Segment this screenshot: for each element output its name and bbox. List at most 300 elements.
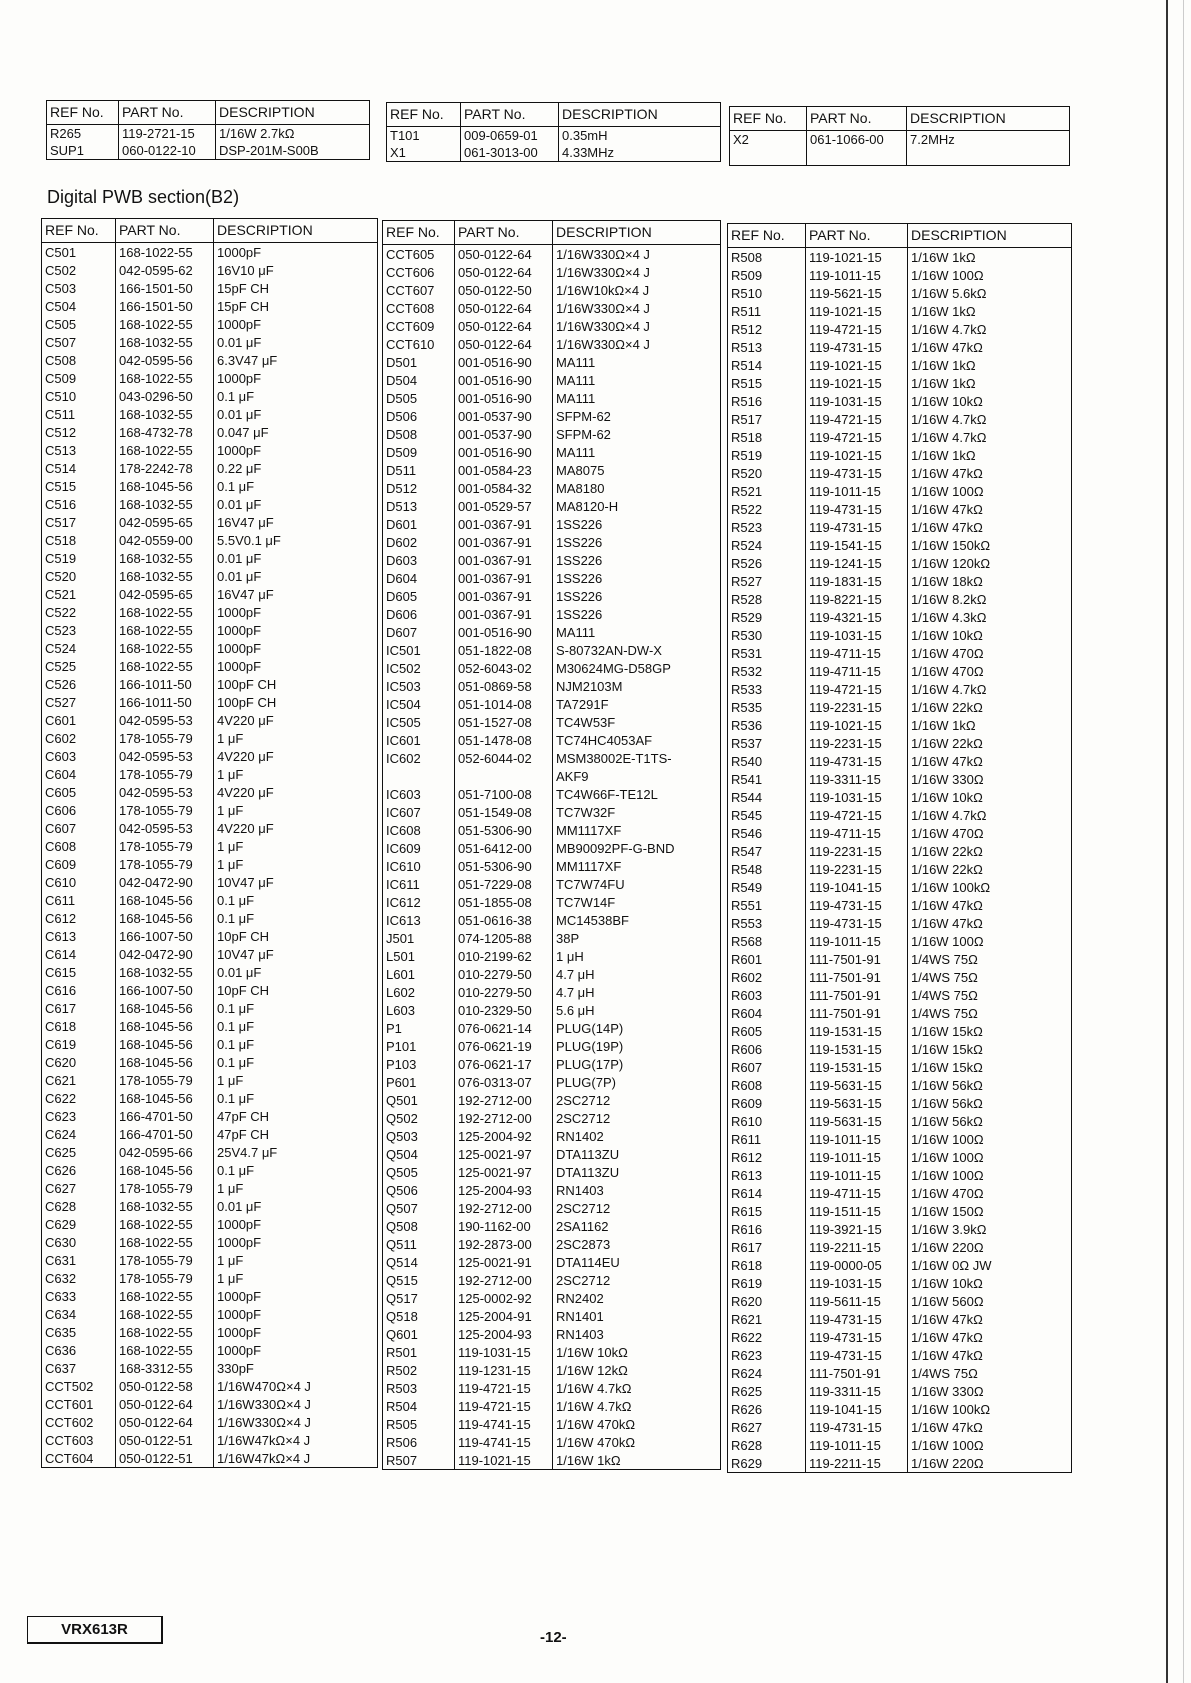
- part-number-cell: 168-1045-56: [116, 909, 214, 927]
- description-cell: 1/16W 220Ω: [911, 1455, 984, 1471]
- table-row: [728, 1130, 1072, 1148]
- description-cell: 1000pF: [217, 1234, 262, 1250]
- part-number-cell: 166-1007-50: [116, 981, 214, 999]
- part-number-cell: 119-2231-15: [806, 698, 908, 716]
- ref-cell: R618: [728, 1256, 806, 1274]
- description-cell: [907, 148, 1070, 166]
- ref-cell: R512: [728, 320, 806, 338]
- ref-cell: R625: [728, 1382, 806, 1400]
- table-row: [728, 644, 1072, 662]
- description-cell: MA111: [556, 444, 596, 460]
- part-number-cell: 051-7229-08: [455, 875, 553, 893]
- description-cell: 1/16W 470Ω: [911, 645, 984, 661]
- description-cell: 1/16W 47kΩ: [911, 339, 983, 355]
- part-number-cell: 119-1531-15: [806, 1022, 908, 1040]
- main-parts-table-1: [41, 218, 378, 1468]
- table-row: [728, 1436, 1072, 1454]
- ref-cell: R620: [728, 1292, 806, 1310]
- table-row: [42, 1395, 378, 1413]
- ref-cell: R529: [728, 608, 806, 626]
- description-cell: 1SS226: [556, 516, 603, 532]
- table-row: [42, 585, 378, 603]
- desc-header: DESCRIPTION: [553, 221, 721, 245]
- table-row: [728, 1310, 1072, 1328]
- description-cell: 0.1 μF: [217, 1090, 255, 1106]
- description-cell: 4.33MHz: [562, 145, 615, 160]
- ref-cell: R508: [728, 248, 806, 267]
- part-number-cell: 119-1011-15: [806, 932, 908, 950]
- table-row: [42, 747, 378, 765]
- description-cell: 2SC2712: [556, 1272, 611, 1288]
- ref-cell: R510: [728, 284, 806, 302]
- description-cell: 1/16W330Ω×4 J: [217, 1414, 311, 1430]
- description-cell: MA111: [556, 354, 596, 370]
- ref-cell: IC504: [383, 695, 455, 713]
- part-number-cell: 125-0021-91: [455, 1253, 553, 1271]
- table-row: [42, 1377, 378, 1395]
- part-number-cell: 119-1031-15: [806, 392, 908, 410]
- ref-cell: C607: [42, 819, 116, 837]
- ref-cell: R549: [728, 878, 806, 896]
- part-number-cell: 119-8221-15: [806, 590, 908, 608]
- ref-cell: D513: [383, 497, 455, 515]
- part-number-cell: 001-0516-90: [455, 353, 553, 371]
- description-cell: 1/16W 100Ω: [911, 1131, 984, 1147]
- description-cell: 1/16W330Ω×4 J: [556, 300, 650, 316]
- ref-cell: C511: [42, 405, 116, 423]
- description-cell: PLUG(14P): [556, 1020, 624, 1036]
- description-cell: 0.1 μF: [217, 892, 255, 908]
- table-row: [383, 911, 721, 929]
- part-number-cell: 119-1011-15: [806, 266, 908, 284]
- description-cell: 1/16W 56kΩ: [911, 1077, 983, 1093]
- ref-cell: IC613: [383, 911, 455, 929]
- table-row: [383, 641, 721, 659]
- table-row: [728, 842, 1072, 860]
- description-cell: 2SC2873: [556, 1236, 611, 1252]
- ref-cell: D601: [383, 515, 455, 533]
- main-table-body: [383, 245, 721, 1470]
- part-number-cell: 119-3311-15: [806, 770, 908, 788]
- description-cell: MA8120-H: [556, 498, 619, 514]
- description-cell: 1/16W 8.2kΩ: [911, 591, 987, 607]
- table-row: [728, 1454, 1072, 1473]
- part-number-cell: 119-1021-15: [806, 248, 908, 267]
- description-cell: 1/16W 150kΩ: [911, 537, 991, 553]
- ref-cell: D508: [383, 425, 455, 443]
- table-row: [728, 770, 1072, 788]
- part-number-cell: 168-1045-56: [116, 1161, 214, 1179]
- table-row: [383, 767, 721, 785]
- part-number-cell: 192-2712-00: [455, 1091, 553, 1109]
- description-cell: RN1403: [556, 1182, 604, 1198]
- part-number-cell: 050-0122-64: [116, 1395, 214, 1413]
- ref-cell: IC501: [383, 641, 455, 659]
- description-cell: 1/4WS 75Ω: [911, 987, 978, 1003]
- part-number-cell: 119-4731-15: [806, 338, 908, 356]
- description-cell: 1/16W 4.7kΩ: [911, 429, 987, 445]
- table-row: [383, 623, 721, 641]
- part-number-cell: 119-4721-15: [806, 428, 908, 446]
- ref-cell: C501: [42, 243, 116, 262]
- part-number-cell: 060-0122-10: [119, 142, 216, 160]
- part-number-cell: 168-1022-55: [116, 1323, 214, 1341]
- description-cell: 1 μF: [217, 856, 244, 872]
- part-number-cell: 010-2329-50: [455, 1001, 553, 1019]
- description-cell: PLUG(7P): [556, 1074, 616, 1090]
- table-row: [728, 248, 1072, 267]
- description-cell: 4V220 μF: [217, 748, 274, 764]
- ref-cell: R502: [383, 1361, 455, 1379]
- table-row: [42, 1161, 378, 1179]
- part-number-cell: 178-1055-79: [116, 765, 214, 783]
- table-row: [42, 1107, 378, 1125]
- desc-header: DESCRIPTION: [216, 101, 370, 125]
- description-cell: 1 μF: [217, 766, 244, 782]
- part-number-cell: 111-7501-91: [806, 1004, 908, 1022]
- table-row: [42, 765, 378, 783]
- description-cell: 0.01 μF: [217, 334, 262, 350]
- description-cell: TC4W53F: [556, 714, 616, 730]
- part-number-cell: 168-1032-55: [116, 405, 214, 423]
- part-number-cell: 119-4711-15: [806, 662, 908, 680]
- part-number-cell: 051-6412-00: [455, 839, 553, 857]
- table-row: [383, 299, 721, 317]
- table-row: [728, 806, 1072, 824]
- part-number-cell: 119-2721-15: [119, 125, 216, 143]
- part-number-cell: 050-0122-64: [116, 1413, 214, 1431]
- table-row: [383, 605, 721, 623]
- ref-cell: R544: [728, 788, 806, 806]
- ref-cell: Q514: [383, 1253, 455, 1271]
- description-cell: MA111: [556, 372, 596, 388]
- ref-cell: L501: [383, 947, 455, 965]
- part-number-cell: 119-5631-15: [806, 1076, 908, 1094]
- part-number-cell: 125-2004-93: [455, 1325, 553, 1343]
- description-cell: 0.35mH: [562, 128, 608, 143]
- ref-cell: R265: [47, 125, 119, 143]
- ref-cell: R547: [728, 842, 806, 860]
- description-cell: 1/16W 1kΩ: [911, 249, 976, 265]
- ref-cell: Q508: [383, 1217, 455, 1235]
- table-row: [728, 698, 1072, 716]
- table-row: [383, 551, 721, 569]
- table-row: [42, 1143, 378, 1161]
- ref-cell: R553: [728, 914, 806, 932]
- description-cell: 1SS226: [556, 588, 603, 604]
- ref-cell: R521: [728, 482, 806, 500]
- description-cell: TC4W66F-TE12L: [556, 786, 658, 802]
- description-cell: DTA113ZU: [556, 1164, 620, 1180]
- table-row: [42, 567, 378, 585]
- part-number-cell: 119-1041-15: [806, 878, 908, 896]
- desc-header: DESCRIPTION: [559, 103, 721, 127]
- ref-cell: R621: [728, 1310, 806, 1328]
- part-number-cell: 050-0122-64: [455, 299, 553, 317]
- ref-cell: R609: [728, 1094, 806, 1112]
- ref-cell: R513: [728, 338, 806, 356]
- ref-cell: C619: [42, 1035, 116, 1053]
- part-number-cell: 192-2873-00: [455, 1235, 553, 1253]
- part-number-cell: 119-4721-15: [806, 320, 908, 338]
- description-cell: 1/16W 1kΩ: [556, 1452, 621, 1468]
- table-row: [42, 1089, 378, 1107]
- ref-cell: IC502: [383, 659, 455, 677]
- table-row: [42, 1359, 378, 1377]
- part-number-cell: 119-1831-15: [806, 572, 908, 590]
- ref-cell: C629: [42, 1215, 116, 1233]
- ref-cell: R610: [728, 1112, 806, 1130]
- description-cell: M30624MG-D58GP: [556, 660, 671, 676]
- table-row: [383, 497, 721, 515]
- ref-cell: C508: [42, 351, 116, 369]
- table-row: [383, 1271, 721, 1289]
- description-cell: 10pF CH: [217, 928, 270, 944]
- ref-cell: R628: [728, 1436, 806, 1454]
- part-number-cell: 119-1511-15: [806, 1202, 908, 1220]
- ref-cell: R511: [728, 302, 806, 320]
- table-row: [728, 1202, 1072, 1220]
- description-cell: 1/16W 4.7kΩ: [556, 1380, 632, 1396]
- description-cell: 1/16W 100kΩ: [911, 1401, 991, 1417]
- ref-cell: R532: [728, 662, 806, 680]
- part-number-cell: 001-0367-91: [455, 569, 553, 587]
- part-number-cell: 125-2004-93: [455, 1181, 553, 1199]
- ref-cell: R526: [728, 554, 806, 572]
- ref-cell: X1: [387, 144, 461, 162]
- table-row: [42, 855, 378, 873]
- binding-edge-line: [1183, 0, 1184, 1683]
- table-row: [42, 801, 378, 819]
- description-cell: 16V47 μF: [217, 586, 274, 602]
- description-cell: 1/16W 1kΩ: [911, 717, 976, 733]
- part-number-cell: 111-7501-91: [806, 1364, 908, 1382]
- ref-cell: CCT605: [383, 245, 455, 264]
- ref-cell: R537: [728, 734, 806, 752]
- table-row: [383, 443, 721, 461]
- page-number: -12-: [540, 1629, 567, 1646]
- table-row: [383, 1307, 721, 1325]
- ref-cell: D604: [383, 569, 455, 587]
- part-number-cell: 119-5621-15: [806, 284, 908, 302]
- description-cell: 0.1 μF: [217, 910, 255, 926]
- part-number-cell: 168-1045-56: [116, 1017, 214, 1035]
- part-number-cell: 010-2279-50: [455, 965, 553, 983]
- description-cell: 2SC2712: [556, 1200, 611, 1216]
- table-row: [728, 1094, 1072, 1112]
- table-row: [42, 441, 378, 459]
- part-number-cell: 050-0122-64: [455, 245, 553, 264]
- ref-cell: P103: [383, 1055, 455, 1073]
- part-number-cell: 119-3311-15: [806, 1382, 908, 1400]
- part-number-cell: 168-1022-55: [116, 441, 214, 459]
- ref-cell: IC505: [383, 713, 455, 731]
- part-number-cell: 168-1022-55: [116, 603, 214, 621]
- table-row: [728, 608, 1072, 626]
- table-row: [383, 677, 721, 695]
- description-cell: MA8075: [556, 462, 605, 478]
- description-cell: 1/16W 10kΩ: [911, 393, 983, 409]
- description-cell: 1/16W 10kΩ: [911, 789, 983, 805]
- part-number-cell: 119-1021-15: [806, 446, 908, 464]
- part-number-cell: 168-1022-55: [116, 1287, 214, 1305]
- part-number-cell: 051-1855-08: [455, 893, 553, 911]
- main-parts-table-2: [382, 220, 721, 1470]
- ref-cell: IC607: [383, 803, 455, 821]
- part-number-cell: 168-1022-55: [116, 369, 214, 387]
- binding-edge-line: [1166, 0, 1168, 1683]
- table-row: [42, 243, 378, 262]
- ref-cell: R608: [728, 1076, 806, 1094]
- part-number-cell: 166-1007-50: [116, 927, 214, 945]
- ref-cell: R514: [728, 356, 806, 374]
- ref-cell: R604: [728, 1004, 806, 1022]
- ref-cell: C609: [42, 855, 116, 873]
- ref-cell: SUP1: [47, 142, 119, 160]
- part-header: PART No.: [116, 219, 214, 243]
- table-row: [42, 351, 378, 369]
- ref-cell: C635: [42, 1323, 116, 1341]
- description-cell: 1000pF: [217, 1288, 262, 1304]
- table-row: [728, 590, 1072, 608]
- table-row: [383, 1397, 721, 1415]
- ref-cell: R527: [728, 572, 806, 590]
- ref-cell: R612: [728, 1148, 806, 1166]
- description-cell: 4V220 μF: [217, 712, 274, 728]
- table-row: [728, 1238, 1072, 1256]
- table-row: [383, 587, 721, 605]
- description-cell: 1/16W 10kΩ: [911, 1275, 983, 1291]
- description-cell: 38P: [556, 930, 580, 946]
- description-cell: 47pF CH: [217, 1126, 270, 1142]
- table-row: [383, 533, 721, 551]
- description-cell: 1/16W330Ω×4 J: [556, 264, 650, 280]
- part-number-cell: 074-1205-88: [455, 929, 553, 947]
- description-cell: 1/16W 100Ω: [911, 1149, 984, 1165]
- description-cell: 1/16W 47kΩ: [911, 897, 983, 913]
- description-cell: 15pF CH: [217, 298, 270, 314]
- part-number-cell: 166-4701-50: [116, 1125, 214, 1143]
- table-row: [383, 731, 721, 749]
- top-parts-table-1: [46, 100, 370, 160]
- table-row: [383, 1199, 721, 1217]
- table-row: [728, 374, 1072, 392]
- table-row: [728, 536, 1072, 554]
- part-number-cell: 168-1045-56: [116, 477, 214, 495]
- description-cell: 1/16W 100kΩ: [911, 879, 991, 895]
- table-row: [383, 335, 721, 353]
- part-number-cell: 111-7501-91: [806, 968, 908, 986]
- part-number-cell: 043-0296-50: [116, 387, 214, 405]
- table-row: [383, 857, 721, 875]
- ref-cell: R506: [383, 1433, 455, 1451]
- ref-cell: R533: [728, 680, 806, 698]
- part-number-cell: 166-1501-50: [116, 297, 214, 315]
- description-cell: 0.1 μF: [217, 388, 255, 404]
- table-row: [42, 819, 378, 837]
- part-number-cell: 009-0659-01: [461, 127, 559, 145]
- description-cell: TA7291F: [556, 696, 609, 712]
- description-cell: 1/16W 47kΩ: [911, 1347, 983, 1363]
- table-row: [728, 1040, 1072, 1058]
- table-row: [728, 878, 1072, 896]
- description-cell: 10V47 μF: [217, 946, 274, 962]
- ref-cell: R504: [383, 1397, 455, 1415]
- ref-cell: C519: [42, 549, 116, 567]
- part-number-cell: 119-1041-15: [806, 1400, 908, 1418]
- ref-cell: J501: [383, 929, 455, 947]
- part-number-cell: 168-1022-55: [116, 243, 214, 262]
- description-cell: 0.1 μF: [217, 478, 255, 494]
- part-number-cell: 076-0621-19: [455, 1037, 553, 1055]
- table-row: [383, 263, 721, 281]
- ref-cell: D501: [383, 353, 455, 371]
- ref-cell: C633: [42, 1287, 116, 1305]
- ref-cell: Q504: [383, 1145, 455, 1163]
- table-row: [383, 1001, 721, 1019]
- ref-cell: C632: [42, 1269, 116, 1287]
- table-row: [47, 142, 370, 160]
- ref-cell: C616: [42, 981, 116, 999]
- part-number-cell: 119-4731-15: [806, 1418, 908, 1436]
- description-cell: RN1403: [556, 1326, 604, 1342]
- ref-header: REF No.: [387, 103, 461, 127]
- table-row: [728, 1364, 1072, 1382]
- description-cell: 1/16W 15kΩ: [911, 1023, 983, 1039]
- ref-cell: Q507: [383, 1199, 455, 1217]
- part-number-cell: 051-1822-08: [455, 641, 553, 659]
- part-number-cell: 042-0595-66: [116, 1143, 214, 1161]
- description-cell: TC74HC4053AF: [556, 732, 653, 748]
- part-number-cell: 042-0595-65: [116, 513, 214, 531]
- description-cell: 100pF CH: [217, 694, 277, 710]
- description-cell: 1/16W 4.7kΩ: [911, 807, 987, 823]
- ref-cell: P601: [383, 1073, 455, 1091]
- table-row: [42, 405, 378, 423]
- part-number-cell: [807, 148, 907, 166]
- table-row: [42, 459, 378, 477]
- ref-cell: R507: [383, 1451, 455, 1470]
- ref-cell: C623: [42, 1107, 116, 1125]
- part-number-cell: 168-1022-55: [116, 1341, 214, 1359]
- top-table-body: [47, 125, 370, 160]
- table-row: [42, 963, 378, 981]
- table-row: [728, 1328, 1072, 1346]
- description-cell: 16V47 μF: [217, 514, 274, 530]
- part-number-cell: 125-0002-92: [455, 1289, 553, 1307]
- ref-header: REF No.: [383, 221, 455, 245]
- ref-cell: C503: [42, 279, 116, 297]
- description-cell: 0.01 μF: [217, 406, 262, 422]
- part-number-cell: 119-1021-15: [806, 302, 908, 320]
- part-number-cell: 042-0595-53: [116, 711, 214, 729]
- part-number-cell: 119-4721-15: [455, 1397, 553, 1415]
- part-number-cell: 168-1032-55: [116, 549, 214, 567]
- part-number-cell: 001-0367-91: [455, 533, 553, 551]
- part-number-cell: 051-1549-08: [455, 803, 553, 821]
- part-number-cell: 119-4711-15: [806, 1184, 908, 1202]
- description-cell: 1/16W 22kΩ: [911, 843, 983, 859]
- part-number-cell: 119-1541-15: [806, 536, 908, 554]
- description-cell: 0.1 μF: [217, 1000, 255, 1016]
- table-row: [42, 333, 378, 351]
- ref-cell: Q518: [383, 1307, 455, 1325]
- table-row: [42, 783, 378, 801]
- description-cell: 1/16W330Ω×4 J: [556, 246, 650, 262]
- part-number-cell: 042-0595-53: [116, 747, 214, 765]
- table-row: [728, 752, 1072, 770]
- ref-cell: IC602: [383, 749, 455, 767]
